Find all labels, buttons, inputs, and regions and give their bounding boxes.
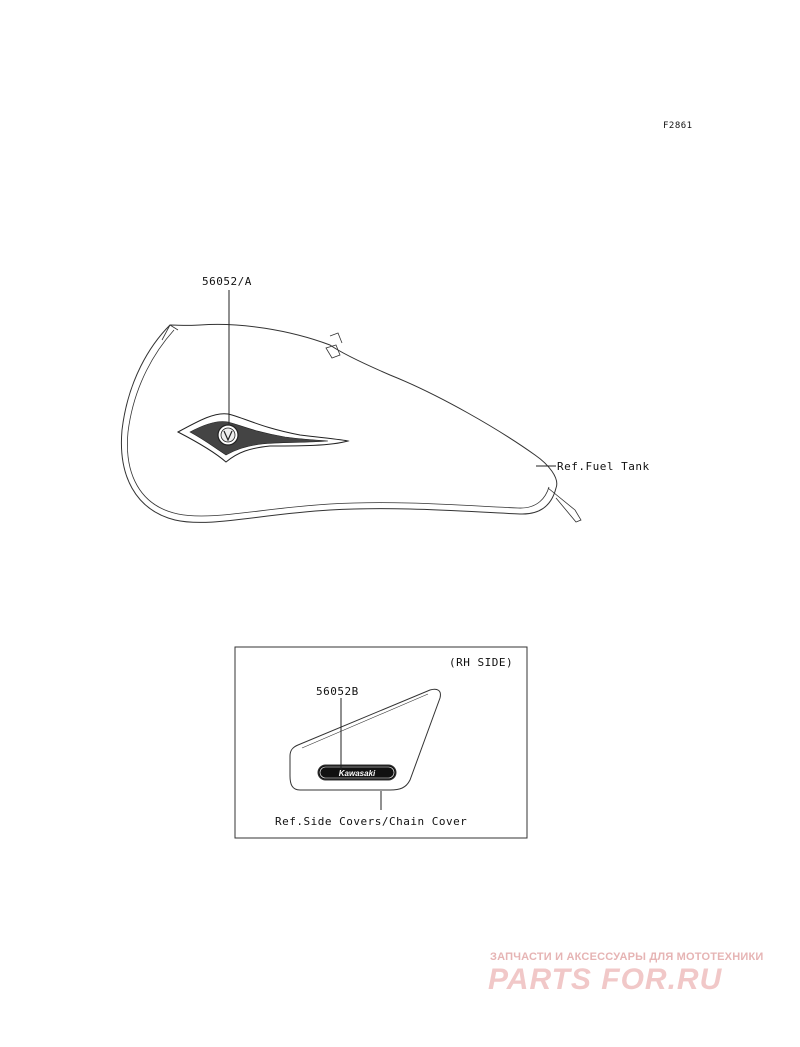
side-part-number: 56052B xyxy=(316,685,359,698)
badge-text: Kawasaki xyxy=(338,769,376,778)
watermark-logo: PARTS FOR.RU xyxy=(488,963,723,996)
watermark-tagline: ЗАПЧАСТИ И АКСЕССУАРЫ ДЛЯ МОТОТЕХНИКИ xyxy=(490,951,764,963)
fuel-tank-reference: Ref.Fuel Tank xyxy=(557,460,650,473)
inset-title: (RH SIDE) xyxy=(449,656,514,669)
side-cover-reference: Ref.Side Covers/Chain Cover xyxy=(275,815,468,828)
figure-code: F2861 xyxy=(663,121,693,131)
kawasaki-badge xyxy=(318,765,396,780)
tank-part-number: 56052/A xyxy=(202,275,252,288)
tank-emblem xyxy=(178,414,348,462)
fuel-tank-outline xyxy=(121,324,581,522)
